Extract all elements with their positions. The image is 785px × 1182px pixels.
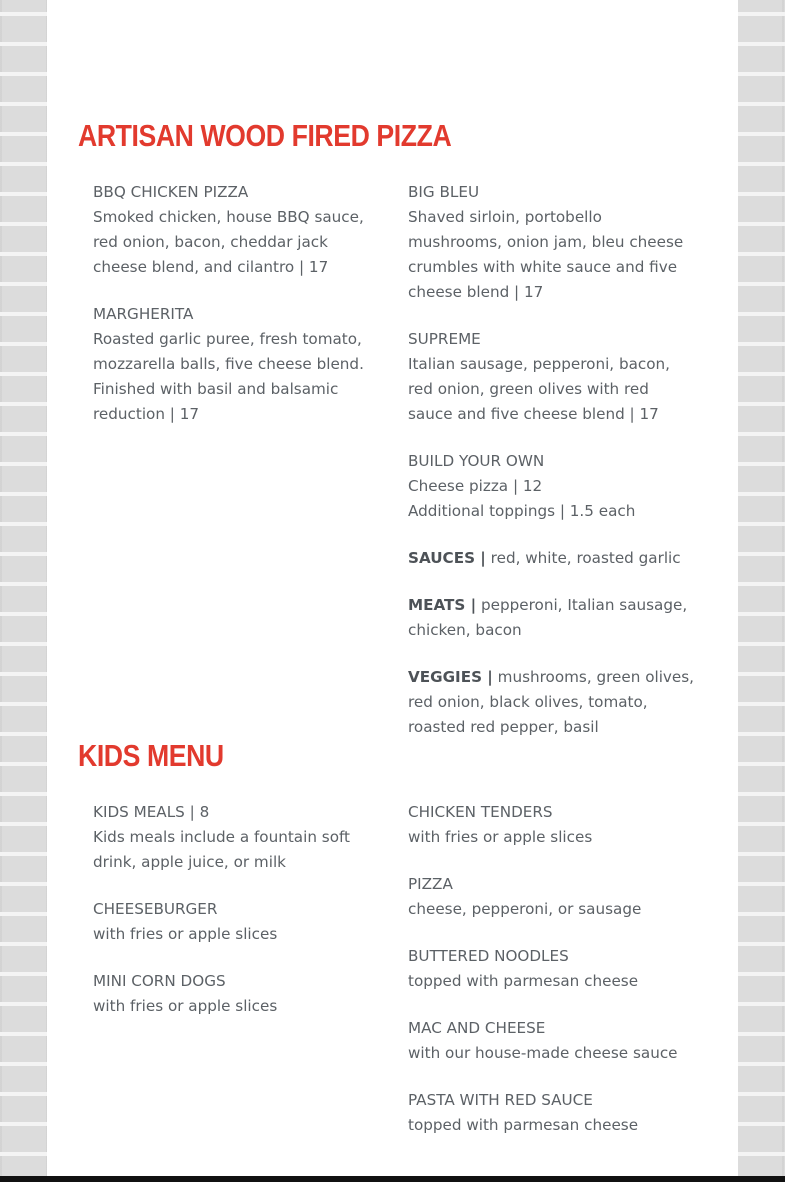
item-name: CHICKEN TENDERS bbox=[408, 803, 553, 821]
menu-item bbox=[408, 800, 698, 850]
menu-page bbox=[47, 0, 738, 1176]
kids-section-title: KIDS MENU bbox=[78, 738, 224, 773]
item-name: MAC AND CHEESE bbox=[408, 1019, 546, 1037]
pizza-section-title: ARTISAN WOOD FIRED PIZZA bbox=[78, 118, 452, 153]
item-description: Additional toppings | 1.5 each bbox=[408, 502, 636, 520]
menu-item bbox=[93, 897, 383, 947]
kids-right-column bbox=[408, 800, 698, 1160]
item-description: cheese, pepperoni, or sausage bbox=[408, 900, 642, 918]
menu-item bbox=[408, 1016, 698, 1066]
menu-item bbox=[408, 180, 698, 305]
item-description: Kids meals include a fountain soft drink, apple juice, or milk bbox=[93, 828, 351, 871]
item-description: topped with parmesan cheese bbox=[408, 1116, 639, 1134]
item-name: BIG BLEU bbox=[408, 183, 480, 201]
item-description: Smoked chicken, house BBQ sauce, red onion, bacon, cheddar jack cheese blend, and cilantro | 17 bbox=[93, 208, 364, 276]
topping-label: SAUCES | bbox=[408, 549, 486, 567]
item-name: PASTA WITH RED SAUCE bbox=[408, 1091, 593, 1109]
item-name: BUTTERED NOODLES bbox=[408, 947, 569, 965]
item-name: PIZZA bbox=[408, 875, 453, 893]
item-name: SUPREME bbox=[408, 330, 481, 348]
menu-item bbox=[408, 1088, 698, 1138]
topping-line bbox=[408, 665, 698, 740]
item-name: BBQ CHICKEN PIZZA bbox=[93, 183, 249, 201]
menu-item bbox=[408, 872, 698, 922]
item-name: MARGHERITA bbox=[93, 305, 194, 323]
item-name: KIDS MEALS | 8 bbox=[93, 803, 210, 821]
item-description: with fries or apple slices bbox=[93, 997, 278, 1015]
topping-line bbox=[408, 546, 698, 571]
topping-list: pepperoni, Italian sausage, chicken, bacon bbox=[408, 596, 688, 639]
menu-item bbox=[408, 944, 698, 994]
item-description: Cheese pizza | 12 bbox=[408, 477, 543, 495]
pizza-left-column bbox=[93, 180, 383, 449]
item-description: with our house-made cheese sauce bbox=[408, 1044, 678, 1062]
topping-list: mushrooms, green olives, red onion, black olives, tomato, roasted red pepper, basil bbox=[408, 668, 694, 736]
menu-item bbox=[93, 800, 383, 875]
item-name: MINI CORN DOGS bbox=[93, 972, 226, 990]
item-description: with fries or apple slices bbox=[408, 828, 593, 846]
topping-line bbox=[408, 593, 698, 643]
item-name: BUILD YOUR OWN bbox=[408, 452, 545, 470]
pizza-right-column bbox=[408, 180, 698, 762]
item-description: with fries or apple slices bbox=[93, 925, 278, 943]
topping-label: MEATS | bbox=[408, 596, 477, 614]
brick-wall-right bbox=[738, 0, 785, 1182]
menu-item bbox=[408, 449, 698, 524]
item-description: Roasted garlic puree, fresh tomato, mozzarella balls, five cheese blend. Finished with basil and balsamic reduction | 17 bbox=[93, 330, 364, 423]
kids-left-column bbox=[93, 800, 383, 1041]
topping-list: red, white, roasted garlic bbox=[485, 549, 681, 567]
item-description: Shaved sirloin, portobello mushrooms, onion jam, bleu cheese crumbles with white sauce and five cheese blend | 17 bbox=[408, 208, 684, 301]
item-description: Italian sausage, pepperoni, bacon, red onion, green olives with red sauce and five cheese blend | 17 bbox=[408, 355, 670, 423]
topping-label: VEGGIES | bbox=[408, 668, 493, 686]
item-description: topped with parmesan cheese bbox=[408, 972, 639, 990]
menu-item bbox=[93, 180, 383, 280]
bottom-border bbox=[0, 1176, 785, 1182]
menu-item bbox=[93, 302, 383, 427]
brick-wall-left bbox=[0, 0, 47, 1182]
menu-item bbox=[93, 969, 383, 1019]
item-name: CHEESEBURGER bbox=[93, 900, 218, 918]
menu-item bbox=[408, 327, 698, 427]
